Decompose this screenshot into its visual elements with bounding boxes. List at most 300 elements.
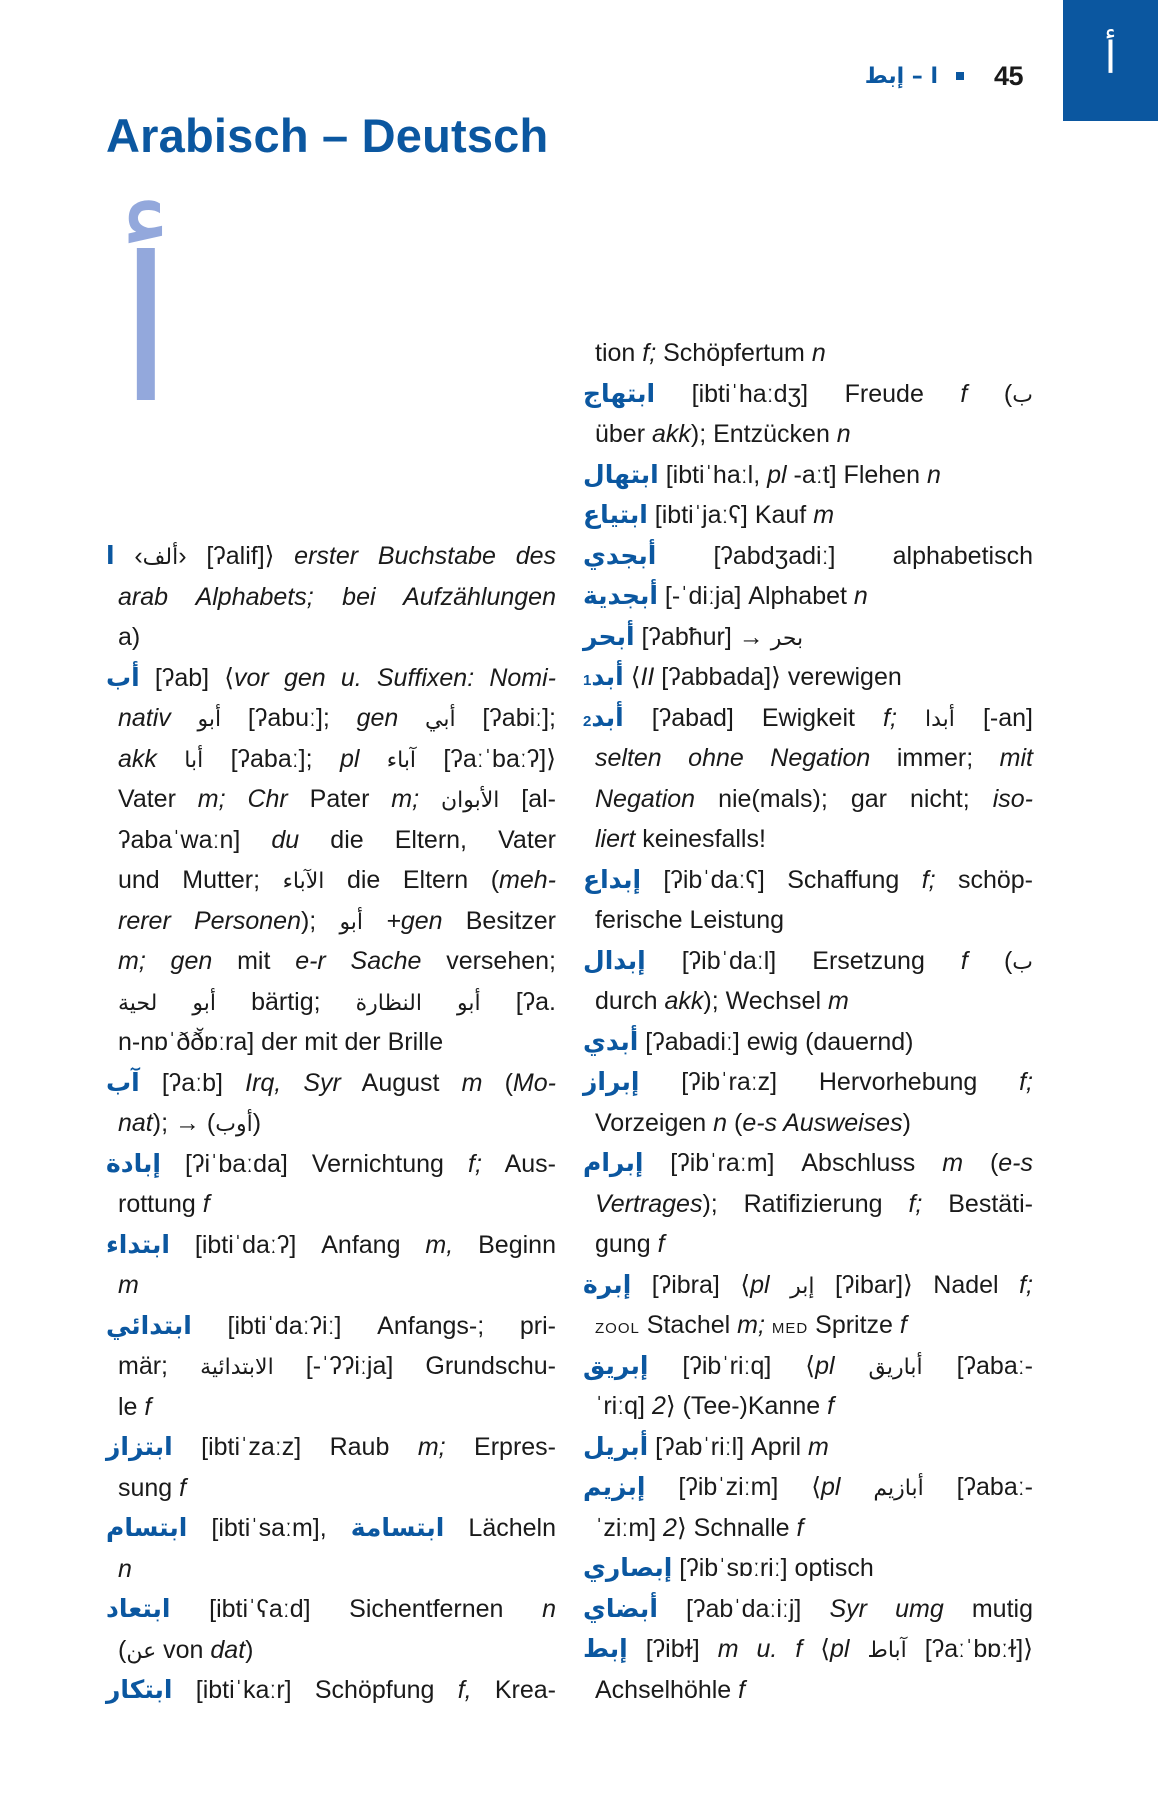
entry-text: [ʔabdʒadiː] alphabetisch — [656, 541, 1033, 570]
entry-text: Aus- — [481, 1149, 556, 1178]
entry-continuation-line — [583, 333, 1033, 374]
headword: أبحر — [583, 621, 635, 651]
entry-text: [ibtiˈʕaːd] Sichentfernen — [170, 1595, 543, 1623]
grammar-label: +gen — [386, 906, 443, 935]
entry-continuation-line — [583, 900, 1033, 941]
entry-text: ⟩ (Tee-)Kanne — [665, 1392, 828, 1420]
entry-continuation-line — [106, 1184, 556, 1225]
grammar-label: pl — [750, 1270, 770, 1299]
entry-text: ⟩ — [264, 542, 295, 570]
grammar-label: akk — [664, 987, 704, 1015]
entry-text: le — [118, 1392, 145, 1421]
entry-text: [ʔabadiː] ewig (dauernd) — [638, 1027, 914, 1056]
grammar-label: m — [807, 1432, 829, 1461]
headword: ا — [106, 541, 115, 570]
entry-text: die Eltern, Vater — [299, 825, 556, 854]
entry-line — [583, 495, 1033, 536]
entry-line — [583, 374, 1033, 415]
grammar-label: liert — [595, 825, 636, 853]
grammar-label: m; Chr — [197, 785, 288, 813]
running-head — [820, 56, 1023, 96]
entry-text: ⟩ Schnalle — [676, 1513, 797, 1542]
entry-text: ˈriːq] — [595, 1392, 652, 1420]
entry-continuation-line — [106, 1468, 556, 1509]
entry-line — [583, 1629, 1033, 1670]
entry-line — [106, 1508, 556, 1549]
grammar-label: pl — [821, 1473, 841, 1501]
entry-line — [106, 536, 556, 577]
headword: إبداع — [583, 864, 642, 894]
grammar-label: akk — [118, 744, 185, 773]
entry-text — [765, 1311, 772, 1339]
grammar-label: Mo- — [512, 1068, 556, 1097]
grammar-label: Syr umg — [829, 1594, 944, 1623]
entry-text: Spritze — [808, 1311, 900, 1339]
entry-text: ⟨ — [623, 663, 641, 691]
headword: ابتدائي — [106, 1310, 192, 1340]
headword: أبد — [591, 662, 624, 691]
page-title: Arabisch – Deutsch — [106, 109, 549, 162]
entry-text: ) — [902, 1108, 911, 1137]
headword: إبدال — [583, 945, 646, 975]
headword: ابتسامة — [350, 1513, 445, 1542]
entry-text: ( — [967, 379, 1013, 408]
headword: أبجدية — [583, 581, 658, 610]
grammar-label: erster Buchstabe des — [294, 542, 557, 570]
grammar-label: selten ohne Negation — [595, 744, 871, 772]
page-number: 45 — [994, 60, 1024, 91]
entry-continuation-line — [583, 981, 1033, 1022]
entry-text: [ʔibˈriːq] ⟨ — [648, 1351, 816, 1380]
grammar-label: f — [202, 1190, 210, 1218]
arabic-text: الأبوان — [440, 788, 500, 813]
headword: ابتداء — [106, 1229, 170, 1259]
entry-text: -aːt] Flehen — [786, 460, 927, 489]
entry-line — [583, 536, 1033, 577]
headword: إبراز — [583, 1067, 640, 1096]
entry-continuation-line — [583, 1103, 1033, 1144]
entry-text: August — [340, 1068, 462, 1097]
entry-text — [850, 1635, 868, 1663]
entry-text: versehen; — [421, 947, 556, 975]
arabic-text: أبازيم — [873, 1476, 924, 1501]
arabic-text: الابتدائية — [200, 1355, 274, 1380]
grammar-label: pl — [815, 1351, 835, 1380]
entry-continuation-line — [106, 941, 556, 982]
grammar-label: Vertrages — [595, 1189, 703, 1218]
entry-text — [835, 1352, 869, 1380]
grammar-label: m; — [417, 1433, 446, 1461]
entry-text: ); Wechsel — [703, 987, 828, 1015]
headword: أبد — [591, 702, 624, 732]
entry-text: sung — [118, 1473, 180, 1502]
entry-text: mit — [212, 947, 296, 975]
entry-continuation-line — [106, 1265, 556, 1306]
grammar-label: e-s — [998, 1149, 1034, 1177]
grammar-label: f; — [921, 865, 936, 894]
grammar-label: f; — [468, 1149, 482, 1178]
entry-continuation-line — [583, 1670, 1033, 1711]
headword: إبرام — [583, 1148, 644, 1177]
arabic-text: إبر — [790, 1273, 815, 1299]
tab-letter: أ — [1104, 32, 1117, 84]
entry-text: [ʔabaː]; — [203, 744, 340, 773]
grammar-label: f — [179, 1473, 187, 1502]
grammar-label: n — [713, 1108, 728, 1137]
entry-continuation-line — [106, 820, 556, 861]
grammar-label: f; — [642, 339, 657, 367]
entry-text: [-ˈʔʔiːja] Grundschu- — [273, 1352, 556, 1380]
homonym-number: 2 — [583, 712, 592, 730]
entry-text: [ʔibˈdaːl] Ersetzung — [645, 946, 961, 975]
entry-text: Besitzer — [442, 906, 557, 935]
entry-continuation-line — [106, 779, 556, 820]
grammar-label: m; gen — [118, 947, 213, 975]
grammar-label: f — [144, 1392, 152, 1421]
grammar-label: m; — [737, 1311, 765, 1339]
entry-line — [106, 1144, 556, 1185]
arabic-text: أوب — [215, 1112, 253, 1137]
entry-line — [583, 1022, 1033, 1063]
entry-text: ) — [252, 1109, 262, 1137]
headword: إبرة — [583, 1269, 632, 1299]
entry-text: [ʔabħur] → — [634, 622, 771, 651]
entry-line — [583, 1548, 1033, 1589]
grammar-label: f — [960, 379, 968, 408]
entry-continuation-line — [106, 617, 556, 658]
grammar-label: II — [640, 663, 655, 691]
entry-text: [ʔibˈraːm] Abschluss — [643, 1149, 943, 1177]
grammar-label: nativ — [118, 704, 198, 732]
entry-text: durch — [595, 987, 665, 1015]
entry-text: Stachel — [639, 1311, 738, 1339]
entry-text: [ibtiˈkaːr] Schöpfung — [172, 1676, 458, 1704]
entry-text: [ibtiˈdaːʔ] Anfang — [169, 1230, 426, 1259]
entry-text: [ʔaːˈbaːʔ]⟩ — [416, 744, 556, 773]
grammar-label: n — [836, 420, 851, 448]
entry-text: Bestäti- — [922, 1189, 1033, 1218]
grammar-label: rerer Personen — [118, 906, 301, 935]
entry-text: mär; — [118, 1352, 201, 1380]
entry-line — [583, 1346, 1033, 1387]
entry-text: [ibtiˈzaːz] Raub — [172, 1433, 418, 1461]
entry-text: Vorzeigen — [595, 1108, 714, 1137]
entry-continuation-line — [583, 1386, 1033, 1427]
entry-continuation-line — [106, 982, 556, 1023]
grammar-label: f — [657, 1230, 665, 1258]
entry-text — [419, 785, 441, 813]
entry-line — [583, 1427, 1033, 1468]
grammar-label: e-r Sache — [295, 947, 422, 975]
grammar-label: m — [461, 1068, 483, 1097]
headword: أبجدي — [583, 540, 657, 570]
entry-line — [583, 1062, 1033, 1103]
arabic-text: الآباء — [282, 869, 325, 894]
entry-text: die Eltern ( — [324, 866, 500, 894]
grammar-label: gen — [356, 704, 426, 732]
entry-text: ˈziːm] — [595, 1513, 664, 1542]
entry-continuation-line — [106, 739, 556, 780]
section-letter-watermark: أ — [118, 215, 174, 448]
entry-line — [583, 1589, 1033, 1630]
entry-text: Vater — [118, 785, 198, 813]
headword: أبدي — [583, 1026, 639, 1056]
entry-text: [ʔabad] Ewigkeit — [623, 703, 884, 732]
entry-text: [ʔibˈsɒːriː] optisch — [672, 1554, 874, 1582]
entry-line — [583, 455, 1033, 496]
entry-text: [ʔaːˈbɒːɫ]⟩ — [906, 1635, 1034, 1663]
square-bullet-icon — [956, 72, 964, 80]
entry-text: [ʔiˈbaːda] Vernichtung — [160, 1149, 468, 1178]
entry-text: [ʔaːb] — [139, 1068, 246, 1097]
entry-continuation-line — [106, 1387, 556, 1428]
entry-line — [583, 1467, 1033, 1508]
grammar-label: m; — [391, 785, 420, 813]
arabic-text: ب — [1012, 949, 1033, 975]
entry-continuation-line — [106, 577, 556, 618]
entry-text: Lächeln — [444, 1514, 556, 1542]
domain-label: zool — [595, 1313, 640, 1338]
entry-text: [ʔab] ⟨ — [139, 663, 235, 692]
entry-continuation-line — [583, 738, 1033, 779]
headword: ابتسام — [106, 1513, 188, 1542]
entry-text — [897, 704, 925, 732]
grammar-label: du — [271, 825, 300, 854]
entry-line — [583, 1265, 1033, 1306]
grammar-label: Irq, Syr — [245, 1068, 341, 1097]
grammar-label: akk — [651, 420, 691, 448]
arabic-text: ألف — [142, 545, 179, 570]
entry-continuation-line — [583, 819, 1033, 860]
entry-text: immer; — [870, 744, 1000, 772]
arabic-text: أبدا — [925, 706, 955, 732]
entry-text: ʔabaˈwaːn] — [118, 825, 272, 854]
left-column — [106, 536, 556, 1711]
homonym-number: 1 — [583, 672, 592, 689]
grammar-label: e-s Ausweises — [742, 1108, 903, 1137]
entry-text: n-nɒˈðð̆ɒːra] der mit der Brille — [118, 1028, 444, 1056]
entry-text: ); → ( — [152, 1109, 216, 1137]
entry-text: › [ʔalif] — [178, 542, 265, 570]
entry-continuation-line — [583, 779, 1033, 820]
entry-text: [ʔibˈdaːʕ] Schaffung — [641, 865, 922, 894]
grammar-label: n — [811, 339, 826, 367]
entry-continuation-line — [106, 1103, 556, 1144]
entry-text: [ʔibɫ] — [627, 1635, 718, 1663]
entry-text: ); — [300, 906, 340, 935]
entry-text: [ʔabˈdaːiːj] — [657, 1594, 830, 1623]
headword: أبريل — [583, 1431, 649, 1461]
entry-text — [363, 907, 386, 935]
grammar-label: pl — [830, 1635, 850, 1663]
entry-text: ‹ — [114, 542, 143, 570]
entry-text: [ibtiˈdaːʔiː] Anfangs-; pri- — [191, 1311, 556, 1340]
grammar-label: n — [853, 582, 868, 610]
entry-line — [106, 658, 556, 699]
grammar-label: nat — [118, 1109, 153, 1137]
entry-continuation-line — [106, 1346, 556, 1387]
entry-line — [583, 941, 1033, 982]
headword: أب — [106, 662, 140, 692]
entry-text: Krea- — [471, 1676, 556, 1704]
grammar-label: f — [960, 946, 968, 975]
headword: إبريق — [583, 1350, 649, 1380]
entry-text: ( — [118, 1635, 127, 1664]
entry-continuation-line — [106, 1549, 556, 1590]
entry-text: [ʔibar]⟩ Nadel — [814, 1270, 1020, 1299]
grammar-label: arab Alphabets; bei Aufzählungen — [118, 582, 556, 611]
entry-text: tion — [595, 339, 643, 367]
entry-continuation-line — [583, 414, 1033, 455]
entry-text: über — [595, 420, 652, 448]
entry-text: ferische Leistung — [595, 906, 785, 934]
entry-line — [583, 860, 1033, 901]
entry-text: [ʔabiː]; — [455, 704, 556, 732]
entry-continuation-line — [583, 1184, 1033, 1225]
entry-line — [583, 698, 1033, 739]
entry-text: ) — [245, 1635, 254, 1664]
grammar-label: f; — [883, 703, 897, 732]
grammar-label: f — [738, 1675, 746, 1704]
entry-text: ); Ratifizierung — [702, 1189, 909, 1218]
grammar-label: m u. f — [717, 1635, 803, 1663]
section-tab — [1063, 0, 1158, 121]
entry-continuation-line — [106, 1630, 556, 1671]
entry-text: [ʔibˈziːm] ⟨ — [645, 1473, 822, 1501]
entry-line — [106, 1225, 556, 1266]
arabic-text: أبو لحية — [118, 990, 217, 1016]
entry-text: keinesfalls! — [635, 825, 766, 853]
entry-text: von — [156, 1635, 211, 1664]
entry-text: [ʔibˈraːz] Hervorhebung — [639, 1068, 1020, 1096]
grammar-label: m — [827, 987, 849, 1015]
arabic-text: أبو — [197, 707, 222, 732]
entry-continuation-line — [106, 901, 556, 942]
entry-text: schöp- — [935, 865, 1034, 894]
arabic-text: أبو النظارة — [355, 990, 481, 1016]
right-column — [583, 333, 1033, 1710]
grammar-label: m — [813, 501, 835, 529]
entry-text: a) — [118, 623, 141, 651]
headword: إبط — [583, 1634, 628, 1663]
grammar-label: f — [827, 1392, 835, 1420]
entry-text: Achselhöhle — [595, 1675, 739, 1704]
entry-continuation-line — [106, 860, 556, 901]
entry-text: ( — [482, 1068, 513, 1097]
entry-line — [583, 576, 1033, 617]
entry-text: [ʔabaː- — [922, 1351, 1034, 1380]
grammar-label: Negation — [595, 784, 696, 813]
entry-text: [ibtiˈsaːm], — [187, 1514, 351, 1542]
grammar-label: pl — [767, 460, 787, 489]
headword: ابتياع — [583, 500, 648, 529]
entry-text: [-ˈdiːja] Alphabet — [657, 582, 854, 610]
grammar-label: n — [926, 460, 941, 489]
arabic-text: آباط — [867, 1638, 907, 1663]
grammar-label: f; — [1019, 1270, 1033, 1299]
entry-text: Schöpfertum — [656, 339, 812, 367]
entry-text: ( — [963, 1149, 999, 1177]
grammar-label: dat — [210, 1635, 246, 1664]
headword: أبضاي — [583, 1593, 658, 1623]
headword: إبزيم — [583, 1472, 646, 1501]
grammar-label: pl — [339, 744, 387, 773]
arabic-text: أبا — [184, 747, 204, 773]
grammar-label: n — [118, 1554, 132, 1583]
arabic-text: أباريق — [868, 1354, 923, 1380]
entry-text: [ibtiˈjaːʕ] Kauf — [647, 501, 814, 529]
entry-text: ( — [727, 1108, 743, 1137]
entry-text: ); Entzücken — [690, 420, 837, 448]
entry-text: rottung — [118, 1190, 203, 1218]
entry-text: [ʔa. — [480, 987, 556, 1016]
entry-text: [ʔabˈriːl] April — [648, 1432, 808, 1461]
grammar-label: vor gen u. Suffixen: Nomi- — [234, 663, 556, 692]
entry-text: [ʔabaː- — [923, 1473, 1034, 1501]
grammar-label: iso- — [992, 784, 1033, 813]
entry-text: [ibtiˈhaːl, — [658, 460, 768, 489]
headword: آب — [106, 1067, 140, 1097]
headword: ابتزاز — [106, 1432, 173, 1461]
entry-text: und Mutter; — [118, 866, 283, 894]
entry-line — [106, 1670, 556, 1711]
grammar-label: 2 — [663, 1513, 677, 1542]
entry-continuation-line — [106, 698, 556, 739]
grammar-label: m, — [425, 1230, 454, 1259]
entry-line — [583, 1143, 1033, 1184]
grammar-label: 2 — [651, 1392, 666, 1420]
entry-line — [106, 1427, 556, 1468]
grammar-label: f — [796, 1513, 804, 1542]
entry-text: gung — [595, 1230, 658, 1258]
entry-text: ⟨ — [802, 1635, 831, 1663]
domain-label: med — [771, 1313, 809, 1338]
entry-continuation-line — [583, 1508, 1033, 1549]
headword: ابتهال — [583, 459, 659, 489]
grammar-label: f; — [908, 1189, 923, 1218]
entry-text: nie(mals); gar nicht; — [695, 784, 993, 813]
headword: إبصاري — [583, 1553, 673, 1582]
grammar-label: mit — [999, 744, 1033, 772]
entry-text: Erpres- — [445, 1433, 556, 1461]
entry-text: [ibtiˈhaːdʒ] Freude — [655, 379, 961, 408]
grammar-label: f, — [457, 1676, 472, 1704]
headword: إبادة — [106, 1148, 161, 1178]
entry-text: ( — [967, 946, 1013, 975]
headword: ابتكار — [106, 1675, 173, 1704]
entry-continuation-line — [583, 1224, 1033, 1265]
entry-text: [ʔibra] ⟨ — [631, 1270, 751, 1299]
arabic-text: أبو — [339, 909, 364, 935]
entry-text — [840, 1473, 873, 1501]
entry-line — [583, 657, 1033, 698]
entry-text: mutig — [943, 1594, 1033, 1623]
arabic-text: ب — [1012, 382, 1033, 408]
entry-line — [106, 1063, 556, 1104]
running-head-range: ا – إبط — [864, 63, 938, 89]
grammar-label: n — [542, 1595, 556, 1623]
grammar-label: f — [899, 1311, 907, 1339]
grammar-label: m — [118, 1271, 139, 1299]
entry-text: [ʔabbada]⟩ verewigen — [654, 663, 902, 691]
grammar-label: f; — [1019, 1068, 1033, 1096]
headword: ابتعاد — [106, 1594, 171, 1623]
entry-text: bärtig; — [216, 987, 356, 1016]
headword: ابتهاج — [583, 378, 656, 408]
entry-continuation-line — [583, 1305, 1033, 1346]
entry-line — [106, 1589, 556, 1630]
arabic-text: بحر — [770, 625, 804, 651]
